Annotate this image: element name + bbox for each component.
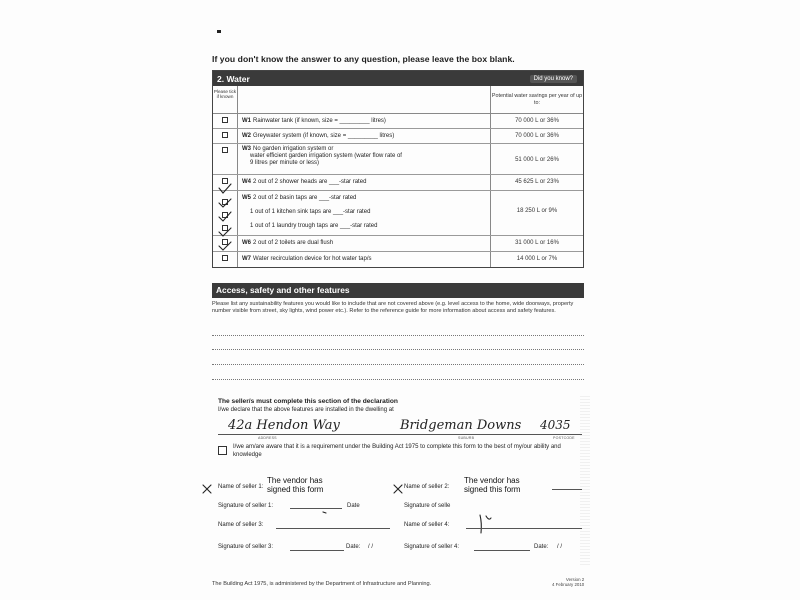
row-code: W3 [242, 146, 251, 152]
row-saving: 18 250 L or 9% [516, 208, 558, 214]
row-saving: 70 000 L or 36% [515, 133, 559, 139]
aware-statement: I/we am/are aware that it is a requirement under the Building Act 1975 to complete this form to the best of my/our ability and knowledge [233, 444, 561, 458]
tick-mark [219, 199, 231, 207]
tick-header: Please tick if known [213, 86, 238, 113]
row-text: 2 out of 2 toilets are dual flush [253, 240, 334, 246]
declaration-title: The seller/s must complete this section of the declaration [218, 398, 398, 405]
row-text-line2: water efficient garden irrigation system (water flow rate of [250, 153, 402, 159]
version-label: Version 2 [565, 577, 585, 582]
savings-header: Potential water savings per year of up to: [491, 93, 583, 106]
scan-noise [580, 395, 590, 565]
footer-text: The Building Act 1975, is administered by the Department of Infrastructure and Planning. [212, 581, 432, 587]
tick-mark [219, 212, 231, 221]
seller4-signature-line[interactable] [474, 545, 530, 551]
footer-version [552, 577, 584, 588]
did-you-know-label: Did you know? [530, 75, 577, 83]
seller2-name-line[interactable] [552, 484, 582, 490]
address-caption: ADDRESS [258, 436, 277, 440]
seller3-signature-label: Signature of seller 3: [218, 544, 274, 550]
writing-line[interactable] [212, 364, 584, 365]
instruction-heading: If you don't know the answer to any question, please leave the box blank. [212, 54, 515, 64]
row-saving: 14 000 L or 7% [516, 256, 558, 262]
row-text-line3: 9 litres per minute or less) [250, 160, 320, 166]
declaration-intro: I/we declare that the above features are installed in the dwelling at [218, 407, 394, 413]
row-text-line2: 1 out of 1 kitchen sink taps are ___-star rated [250, 209, 371, 215]
postcode-caption: POSTCODE [553, 436, 575, 440]
row-text: No garden irrigation system or [253, 146, 334, 152]
aware-checkbox[interactable] [218, 446, 227, 455]
seller2-name-value[interactable]: The vendor has signed this form [464, 476, 521, 494]
row-text: 2 out of 2 basin taps are ___-star rated [253, 195, 357, 201]
seller4-name-label: Name of seller 4: [404, 522, 450, 528]
row-text: 2 out of 2 shower heads are ___-star rated [253, 179, 367, 185]
row-text-line3: 1 out of 1 laundry trough taps are ___-star rated [250, 223, 378, 229]
seller3-date-label: Date: [346, 544, 361, 550]
seller2-name-label: Name of seller 2: [404, 484, 450, 490]
suburb-handwritten[interactable]: Bridgeman Downs [400, 418, 522, 433]
seller3-name-line[interactable] [276, 523, 390, 529]
row-code: W6 [242, 240, 251, 246]
scribble-mark [394, 485, 402, 493]
address-line [218, 434, 582, 435]
row-code: W7 [242, 256, 251, 262]
postcode-handwritten[interactable]: 4035 [540, 418, 571, 432]
row-saving: 31 000 L or 16% [515, 240, 559, 246]
row-saving: 45 625 L or 23% [515, 179, 559, 185]
seller1-name-value[interactable]: The vendor has signed this form [267, 476, 324, 494]
row-code: W2 [242, 133, 251, 139]
seller1-signature-label: Signature of seller 1: [218, 503, 274, 509]
access-instructions: Please list any sustainability features you would like to include that are not covered above (e.g. level access to the home, wide doorways, property number visible from street, sky lights, wind power etc.). Refer to the reference guide for more information about access and safety features. [212, 301, 574, 315]
suburb-caption: SUBURB [458, 436, 475, 440]
tick-mark [219, 242, 231, 250]
row-text: Rainwater tank (if known, size = _________ litres) [253, 118, 386, 124]
seller4-signature-label: Signature of seller 4: [404, 544, 460, 550]
version-date: 4 February 2010 [552, 582, 585, 588]
tick-mark [219, 228, 231, 236]
seller4-name-line[interactable] [466, 523, 582, 529]
seller3-signature-line[interactable] [290, 545, 344, 551]
tick-mark [219, 184, 231, 193]
row-code: W4 [242, 179, 251, 185]
writing-line[interactable] [212, 349, 584, 350]
writing-line[interactable] [212, 335, 584, 336]
seller2-signature-label: Signature of selle [404, 503, 451, 509]
row-code: W1 [242, 118, 251, 124]
seller1-name-label: Name of seller 1: [218, 484, 264, 490]
seller1-date-label: Date [347, 503, 360, 509]
seller3-name-label: Name of seller 3: [218, 522, 264, 528]
row-saving: 70 000 L or 36% [515, 118, 559, 124]
scribble-mark [203, 485, 211, 493]
access-header: Access, safety and other features [212, 283, 584, 298]
seller3-date-value[interactable]: / / [368, 544, 374, 550]
row-saving: 51 000 L or 26% [515, 157, 559, 163]
seller1-signature-line[interactable] [290, 503, 342, 509]
water-title: 2. Water [217, 73, 250, 84]
row-code: W5 [242, 195, 251, 201]
signature-stroke [323, 512, 326, 513]
seller4-date-label: Date: [534, 544, 549, 550]
address-handwritten[interactable]: 42a Hendon Way [228, 418, 340, 433]
row-text: Water recirculation device for hot water tap/s [253, 256, 372, 262]
row-text: Greywater system (if known, size = _________ litres) [253, 133, 395, 139]
seller4-date-value[interactable]: / / [557, 544, 563, 550]
writing-line[interactable] [212, 379, 584, 380]
